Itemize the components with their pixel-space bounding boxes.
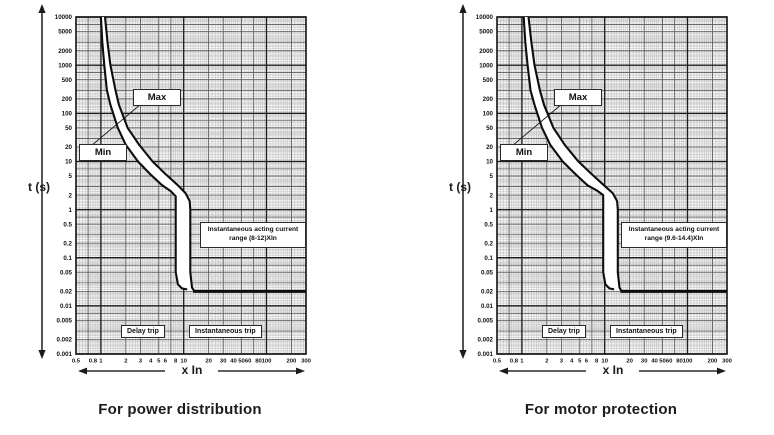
x-tick-label: 200 bbox=[286, 358, 297, 365]
x-tick-label: 80 bbox=[676, 358, 683, 365]
x-tick-label: 2 bbox=[545, 358, 549, 365]
chart-motor-protection bbox=[436, 0, 766, 435]
y-tick-label: 0.001 bbox=[477, 351, 493, 359]
instantaneous-trip-label: Instantaneous trip bbox=[610, 325, 683, 338]
x-tick-label: 10 bbox=[601, 358, 608, 365]
plot-area bbox=[15, 0, 345, 400]
max-curve-label: Max bbox=[133, 89, 181, 106]
chart-caption: For power distribution bbox=[98, 401, 262, 418]
x-tick-label: 4 bbox=[570, 358, 574, 365]
y-axis-arrow-up-icon bbox=[459, 4, 466, 13]
delay-trip-label: Delay trip bbox=[542, 325, 586, 338]
y-tick-label: 50 bbox=[486, 124, 493, 132]
y-axis-arrow-down-icon bbox=[38, 350, 45, 359]
x-axis-title: x In bbox=[602, 363, 624, 377]
y-tick-label: 0.1 bbox=[484, 254, 493, 262]
y-tick-label: 0.1 bbox=[63, 254, 72, 262]
y-tick-label: 5 bbox=[68, 173, 72, 181]
x-tick-label: 30 bbox=[640, 358, 648, 365]
y-tick-label: 0.005 bbox=[477, 317, 493, 325]
x-tick-label: 60 bbox=[244, 358, 252, 365]
x-axis-arrow-left-icon bbox=[499, 368, 508, 375]
y-tick-label: 200 bbox=[482, 95, 493, 103]
x-tick-label: 5 bbox=[157, 358, 161, 365]
y-axis-arrow-down-icon bbox=[459, 350, 466, 359]
y-tick-label: 2000 bbox=[479, 47, 493, 55]
y-tick-label: 500 bbox=[61, 76, 72, 84]
y-tick-label: 10 bbox=[486, 158, 493, 166]
x-tick-label: 30 bbox=[219, 358, 227, 365]
x-tick-label: 20 bbox=[626, 358, 633, 365]
y-tick-label: 2000 bbox=[58, 47, 72, 55]
x-tick-label: 1 bbox=[520, 358, 524, 365]
y-tick-label: 0.002 bbox=[477, 336, 493, 344]
y-tick-label: 10000 bbox=[54, 14, 72, 22]
y-tick-label: 0.02 bbox=[480, 288, 493, 296]
x-tick-label: 50 bbox=[659, 358, 666, 365]
x-tick-label: 20 bbox=[205, 358, 212, 365]
y-tick-label: 0.5 bbox=[484, 221, 493, 229]
x-tick-label: 6 bbox=[163, 358, 167, 365]
x-tick-label: 2 bbox=[124, 358, 128, 365]
y-tick-label: 20 bbox=[486, 144, 493, 152]
min-curve-label: Min bbox=[79, 144, 127, 161]
delay-trip-label: Delay trip bbox=[121, 325, 165, 338]
x-tick-label: 8 bbox=[174, 358, 178, 365]
y-tick-label: 0.2 bbox=[484, 240, 493, 248]
y-tick-label: 1 bbox=[489, 206, 493, 214]
x-tick-label: 40 bbox=[230, 358, 237, 365]
min-curve-label: Min bbox=[500, 144, 548, 161]
y-tick-label: 0.001 bbox=[56, 351, 72, 359]
x-axis-title: x In bbox=[181, 363, 203, 377]
y-tick-label: 5000 bbox=[58, 28, 72, 36]
x-axis-arrow-left-icon bbox=[78, 368, 87, 375]
y-tick-label: 0.05 bbox=[480, 269, 493, 277]
y-tick-label: 20 bbox=[65, 144, 72, 152]
x-tick-label: 80 bbox=[255, 358, 262, 365]
y-tick-label: 10000 bbox=[475, 14, 493, 22]
x-tick-label: 100 bbox=[682, 358, 693, 365]
y-tick-label: 50 bbox=[65, 124, 72, 132]
x-tick-label: 0.5 bbox=[492, 358, 502, 365]
y-tick-label: 0.02 bbox=[59, 288, 72, 296]
x-tick-label: 0.8 bbox=[88, 358, 98, 365]
y-axis-title: t (s) bbox=[28, 180, 50, 194]
y-tick-label: 5000 bbox=[479, 28, 493, 36]
y-tick-label: 10 bbox=[65, 158, 72, 166]
y-axis-arrow-up-icon bbox=[38, 4, 45, 13]
x-tick-label: 5 bbox=[578, 358, 582, 365]
y-tick-label: 2 bbox=[489, 192, 493, 200]
y-tick-label: 500 bbox=[482, 76, 493, 84]
instantaneous-range-note: Instantaneous acting current range (9.6-14.4)XIn bbox=[621, 222, 727, 248]
x-tick-label: 50 bbox=[238, 358, 245, 365]
x-tick-label: 3 bbox=[559, 358, 564, 365]
x-axis-arrow-right-icon bbox=[717, 368, 726, 375]
y-tick-label: 1 bbox=[68, 206, 72, 214]
y-tick-label: 0.2 bbox=[63, 240, 72, 248]
y-axis-title: t (s) bbox=[449, 180, 471, 194]
x-tick-label: 10 bbox=[180, 358, 187, 365]
x-tick-label: 6 bbox=[584, 358, 588, 365]
x-tick-label: 200 bbox=[707, 358, 718, 365]
x-tick-label: 60 bbox=[665, 358, 673, 365]
y-tick-label: 5 bbox=[489, 173, 493, 181]
y-tick-label: 100 bbox=[482, 110, 493, 118]
chart-power-distribution bbox=[15, 0, 345, 435]
y-tick-label: 0.005 bbox=[56, 317, 72, 325]
x-tick-label: 100 bbox=[261, 358, 272, 365]
chart-caption: For motor protection bbox=[524, 401, 678, 418]
y-tick-label: 1000 bbox=[479, 62, 493, 70]
y-tick-label: 0.01 bbox=[480, 303, 493, 311]
x-tick-label: 300 bbox=[301, 358, 311, 365]
x-tick-label: 8 bbox=[595, 358, 599, 365]
x-tick-label: 40 bbox=[651, 358, 658, 365]
y-tick-label: 0.5 bbox=[63, 221, 72, 229]
x-tick-label: 0.5 bbox=[71, 358, 81, 365]
max-curve-label: Max bbox=[554, 89, 602, 106]
instantaneous-range-note: Instantaneous acting current range (8-12)XIn bbox=[200, 222, 306, 248]
x-tick-label: 4 bbox=[149, 358, 153, 365]
y-tick-label: 2 bbox=[68, 192, 72, 200]
x-tick-label: 3 bbox=[138, 358, 143, 365]
y-tick-label: 0.002 bbox=[56, 336, 72, 344]
x-tick-label: 300 bbox=[722, 358, 732, 365]
y-tick-label: 200 bbox=[61, 95, 72, 103]
plot-area bbox=[436, 0, 766, 400]
y-tick-label: 100 bbox=[61, 110, 72, 118]
x-axis-arrow-right-icon bbox=[296, 368, 305, 375]
y-tick-label: 1000 bbox=[58, 62, 72, 70]
instantaneous-trip-label: Instantaneous trip bbox=[189, 325, 262, 338]
x-tick-label: 0.8 bbox=[509, 358, 519, 365]
x-tick-label: 1 bbox=[99, 358, 103, 365]
y-tick-label: 0.05 bbox=[59, 269, 72, 277]
y-tick-label: 0.01 bbox=[59, 303, 72, 311]
